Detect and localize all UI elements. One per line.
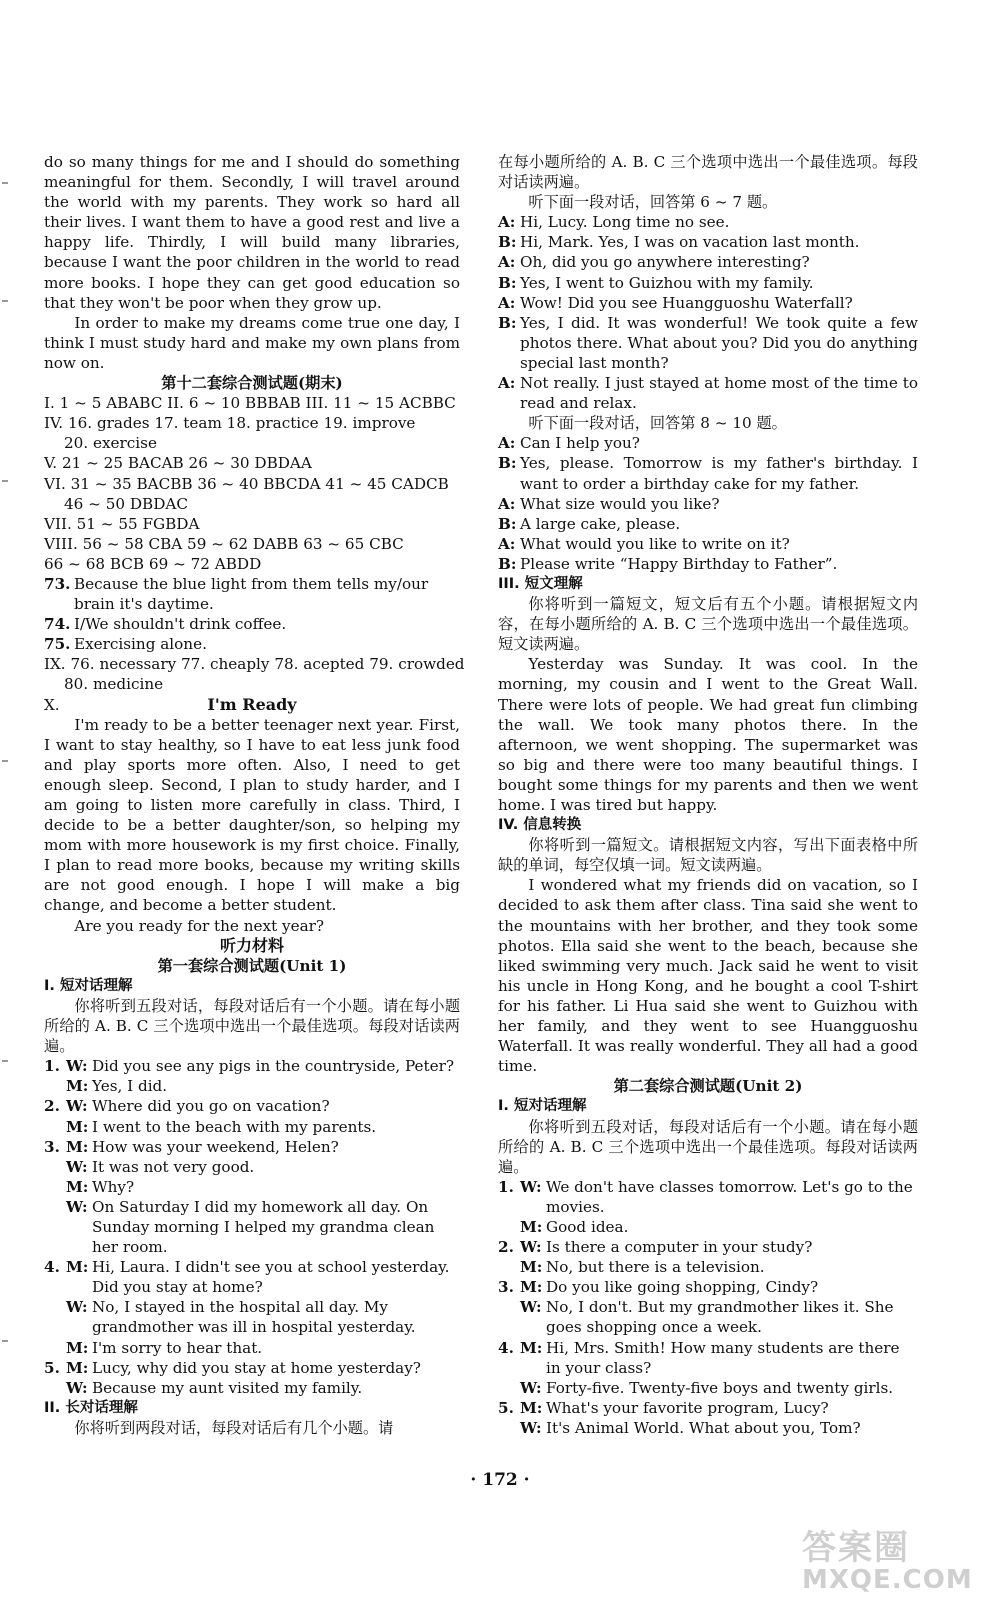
answer-line: VII. 51 ~ 55 FGBDA (44, 514, 200, 533)
dialog (498, 1237, 918, 1277)
dialog-line: It's Animal World. What about you, Tom? (546, 1418, 861, 1437)
binding-mark (2, 182, 8, 184)
answer-item (44, 574, 460, 614)
essay-paragraph: I'm ready to be a better teenager next year. First, I want to stay healthy, so I have to eat less junk food and play sports more often. Also, I need to get enough sleep. Second, I plan to study harder, and I am going to listen more carefully in class. Third, I decide to be a better daughter/son, so helping my mom with more housework is my first choice. Finally, I plan to read more books, because my writing skills are not good enough. I hope I will make a big change, and become a better student. (44, 715, 460, 915)
dialog-list (44, 1056, 460, 1398)
dialog-line: What's your favorite program, Lucy? (546, 1398, 829, 1417)
answer-item (44, 634, 460, 654)
listening-title: 听力材料 (219, 935, 284, 955)
answer-line: IV. 16. grades 17. team 18. practice 19. improve (44, 414, 416, 433)
passage: I wondered what my friends did on vacation, so I decided to ask them after class. Tina said she went to the mountains with her brother, and they took some photos. Ella said she went to the beach, because she liked swimming very much. Jack said he went to visit his uncle in Hong Kong, and he bought a cool T-shirt for his father. Li Hua said she went to Guizhou with her family, and they went to see Huangguoshu Waterfall. It was really wonderful. They all had a good time. (498, 876, 918, 1076)
part-heading: IV. 信息转换 (498, 817, 582, 834)
dialog-line: Is there a computer in your study? (546, 1238, 813, 1257)
speaker: W: (66, 1298, 88, 1317)
dialog-line: What would you like to write on it? (520, 534, 790, 553)
watermark-logo (802, 1520, 973, 1595)
dialog-line: Hi, Mark. Yes, I was on vacation last month. (520, 233, 860, 252)
speaker: M: (520, 1258, 543, 1277)
dialog-line: No, I don't. But my grandmother likes it. She goes shopping once a week. (546, 1298, 894, 1337)
instructions: 在每小题所给的 A. B. C 三个选项中选出一个最佳选项。每段对话读两遍。 (498, 153, 918, 192)
answer-number: 74. (44, 615, 71, 634)
dialog-line: Yes, I did. (92, 1077, 168, 1096)
dialog-line: How was your weekend, Helen? (92, 1137, 339, 1156)
dialog-line: Yes, I went to Guizhou with my family. (520, 273, 814, 292)
dialog-number: 2. (44, 1097, 60, 1116)
answer-text: Because the blue light from them tells my/our brain it's daytime. (74, 574, 429, 614)
speaker: W: (520, 1418, 542, 1437)
answer-number: 75. (44, 635, 71, 654)
answer-line: 46 ~ 50 DBDAC (64, 494, 188, 513)
speaker: M: (66, 1177, 89, 1196)
dialog-line: Hi, Mrs. Smith! How many students are there in your class? (546, 1338, 900, 1377)
essay-paragraph: In order to make my dreams come true one day, I think I must study hard and make my own plans from now on. (44, 313, 460, 372)
speaker: A: (498, 434, 516, 453)
dialog-number: 4. (498, 1338, 514, 1357)
dialog-list (498, 1177, 918, 1438)
dialog (44, 1257, 460, 1357)
dialog-line: Forty-five. Twenty-five boys and twenty girls. (546, 1378, 894, 1397)
dialog-line: What size would you like? (520, 494, 720, 513)
part-heading: I. 短对话理解 (498, 1098, 587, 1115)
speaker: W: (520, 1298, 542, 1317)
speaker: A: (498, 374, 516, 393)
speaker: B: (498, 514, 517, 533)
binding-mark (2, 760, 8, 762)
dialog-line: A large cake, please. (520, 514, 681, 533)
dialog (44, 1358, 460, 1398)
dialog-line: Yes, please. Tomorrow is my father's birthday. I want to order a birthday cake for my father. (520, 454, 918, 493)
essay-heading (44, 695, 460, 715)
speaker: A: (498, 213, 516, 232)
answer-text: Exercising alone. (74, 635, 207, 654)
instructions: 你将听到一篇短文，短文后有五个小题。请根据短文内容，在每小题所给的 A. B. C 三个选项中选出一个最佳选项。短文读两遍。 (498, 595, 918, 654)
answer-line: 66 ~ 68 BCB 69 ~ 72 ABDD (44, 554, 262, 573)
dialog-line: Yes, I did. It was wonderful! We took quite a few photos there. What about you? Did you do anything special last month? (520, 313, 918, 372)
answer-text: I/We shouldn't drink coffee. (74, 615, 287, 634)
speaker: M: (66, 1137, 89, 1156)
speaker: B: (498, 313, 517, 332)
answer-line: 20. exercise (64, 434, 157, 453)
dialog-number: 5. (44, 1358, 60, 1377)
dialog (498, 1398, 918, 1438)
dialog-line: On Saturday I did my homework all day. On Sunday morning I helped my grandma clean her room. (92, 1197, 435, 1257)
speaker: M: (66, 1117, 89, 1136)
dialog (44, 1137, 460, 1258)
watermark-text: 答案圈 (802, 1528, 910, 1568)
dialog-line: No, but there is a television. (546, 1258, 765, 1277)
answer-line: VI. 31 ~ 35 BACBB 36 ~ 40 BBCDA 41 ~ 45 CADCB (44, 474, 449, 493)
answer-number: 73. (44, 574, 71, 593)
dialog-line: Because my aunt visited my family. (92, 1378, 363, 1397)
watermark-url: MXQE.COM (802, 1565, 973, 1595)
speaker: W: (66, 1197, 88, 1216)
dialog-line: Not really. I just stayed at home most of the time to read and relax. (520, 374, 918, 413)
instructions: 你将听到一篇短文。请根据短文内容，写出下面表格中所缺的单词，每空仅填一词。短文读两遍。 (498, 836, 918, 875)
speaker: W: (66, 1057, 88, 1076)
dialog-number: 2. (498, 1238, 514, 1257)
speaker: M: (520, 1217, 543, 1236)
answer-line: 80. medicine (64, 675, 164, 694)
dialog (44, 1056, 460, 1096)
part-heading: III. 短文理解 (498, 575, 583, 592)
dialog-number: 3. (44, 1137, 60, 1156)
dialog-number: 4. (44, 1258, 60, 1277)
dialog-line: Where did you go on vacation? (92, 1097, 330, 1116)
dialog-line: I'm sorry to hear that. (92, 1338, 263, 1357)
speaker: B: (498, 454, 517, 473)
dialog-line: Why? (92, 1177, 135, 1196)
dialog-line: Lucy, why did you stay at home yesterday? (92, 1358, 421, 1377)
instructions: 你将听到五段对话，每段对话后有一个小题。请在每小题所给的 A. B. C 三个选项中选出一个最佳选项。每段对话读两遍。 (44, 996, 460, 1056)
question-range-label: 听下面一段对话，回答第 6 ~ 7 题。 (528, 193, 778, 212)
answer-item (44, 614, 460, 634)
essay-paragraph: do so many things for me and I should do something meaningful for them. Secondly, I will travel around the world with my parents. They work so hard all their lives. I want them to have a good rest and live a happy life. Thirdly, I will build many libraries, because I want the poor children in the world to read more books. I hope they can get good education so that they won't be poor when they grow up. (44, 153, 460, 312)
dialog-line: Did you see any pigs in the countryside, Peter? (92, 1057, 455, 1076)
part-heading: II. 长对话理解 (44, 1399, 138, 1416)
section-title: 第一套综合测试题(Unit 1) (157, 956, 347, 975)
speaker: W: (520, 1177, 542, 1196)
answer-line: V. 21 ~ 25 BACAB 26 ~ 30 DBDAA (44, 454, 312, 473)
speaker: B: (498, 554, 517, 573)
dialog-line: Can I help you? (520, 434, 640, 453)
dialog-line: Please write “Happy Birthday to Father”. (520, 554, 838, 573)
essay-title: I'm Ready (207, 694, 297, 714)
section-title: 第十二套综合测试题(期末) (161, 374, 343, 393)
dialog-line: I went to the beach with my parents. (92, 1117, 377, 1136)
speaker: A: (498, 293, 516, 312)
dialog-line: Do you like going shopping, Cindy? (546, 1278, 819, 1297)
answer-line: IX. 76. necessary 77. cheaply 78. acepted 79. crowded (44, 655, 465, 674)
dialog-line: No, I stayed in the hospital all day. My grandmother was ill in hospital yesterday. (92, 1298, 416, 1337)
dialog-number: 5. (498, 1398, 514, 1417)
binding-mark (2, 1060, 8, 1062)
dialog (498, 1277, 918, 1337)
left-column (44, 152, 465, 1438)
section-title: 第二套综合测试题(Unit 2) (613, 1077, 803, 1096)
speaker: M: (66, 1358, 89, 1377)
dialog-line: It was not very good. (92, 1157, 255, 1176)
dialog-number: 3. (498, 1278, 514, 1297)
dialog-line: Oh, did you go anywhere interesting? (520, 253, 810, 272)
dialog (498, 1338, 918, 1398)
speaker: M: (520, 1338, 543, 1357)
speaker: W: (66, 1097, 88, 1116)
dialog (44, 1096, 460, 1136)
speaker: B: (498, 273, 517, 292)
dialog-line: Good idea. (546, 1217, 629, 1236)
dialog (498, 1177, 918, 1237)
essay-paragraph: Are you ready for the next year? (74, 916, 325, 935)
speaker: W: (66, 1378, 88, 1397)
conversation (498, 433, 918, 574)
answer-line: I. 1 ~ 5 ABABC II. 6 ~ 10 BBBAB III. 11 ~ 15 ACBBC (44, 394, 456, 413)
dialog-line: Wow! Did you see Huangguoshu Waterfall? (520, 293, 853, 312)
speaker: W: (520, 1378, 542, 1397)
conversation (498, 212, 918, 413)
answer-line: VIII. 56 ~ 58 CBA 59 ~ 62 DABB 63 ~ 65 CBC (44, 534, 404, 553)
page-number: · 172 · (470, 1470, 530, 1490)
binding-mark (2, 480, 8, 482)
binding-mark (2, 300, 8, 302)
speaker: B: (498, 233, 517, 252)
dialog-line: Hi, Lucy. Long time no see. (520, 213, 730, 232)
speaker: W: (66, 1157, 88, 1176)
speaker: W: (520, 1238, 542, 1257)
section-label: X. (44, 695, 60, 714)
speaker: M: (520, 1398, 543, 1417)
speaker: M: (66, 1258, 89, 1277)
question-range-label: 听下面一段对话，回答第 8 ~ 10 题。 (528, 414, 787, 433)
dialog-number: 1. (498, 1177, 514, 1196)
part-heading: I. 短对话理解 (44, 977, 133, 994)
instructions: 你将听到两段对话，每段对话后有几个小题。请 (74, 1418, 394, 1437)
dialog-number: 1. (44, 1057, 60, 1076)
right-column (498, 152, 918, 1438)
dialog-line: Hi, Laura. I didn't see you at school yesterday. Did you stay at home? (92, 1258, 450, 1297)
speaker: M: (66, 1077, 89, 1096)
dialog-line: We don't have classes tomorrow. Let's go to the movies. (546, 1177, 913, 1216)
binding-mark (2, 1340, 8, 1342)
speaker: A: (498, 253, 516, 272)
speaker: A: (498, 534, 516, 553)
instructions: 你将听到五段对话，每段对话后有一个小题。请在每小题所给的 A. B. C 三个选项中选出一个最佳选项。每段对话读两遍。 (498, 1117, 918, 1176)
speaker: A: (498, 494, 516, 513)
speaker: M: (66, 1338, 89, 1357)
passage: Yesterday was Sunday. It was cool. In the morning, my cousin and I went to the Great Wall. There were lots of people. We had great fun climbing the wall. We took many photos there. In the afternoon, we went shopping. The supermarket was so big and there were too many beautiful things. I bought some things for my parents and then we went home. I was tired but happy. (498, 655, 918, 814)
speaker: M: (520, 1278, 543, 1297)
